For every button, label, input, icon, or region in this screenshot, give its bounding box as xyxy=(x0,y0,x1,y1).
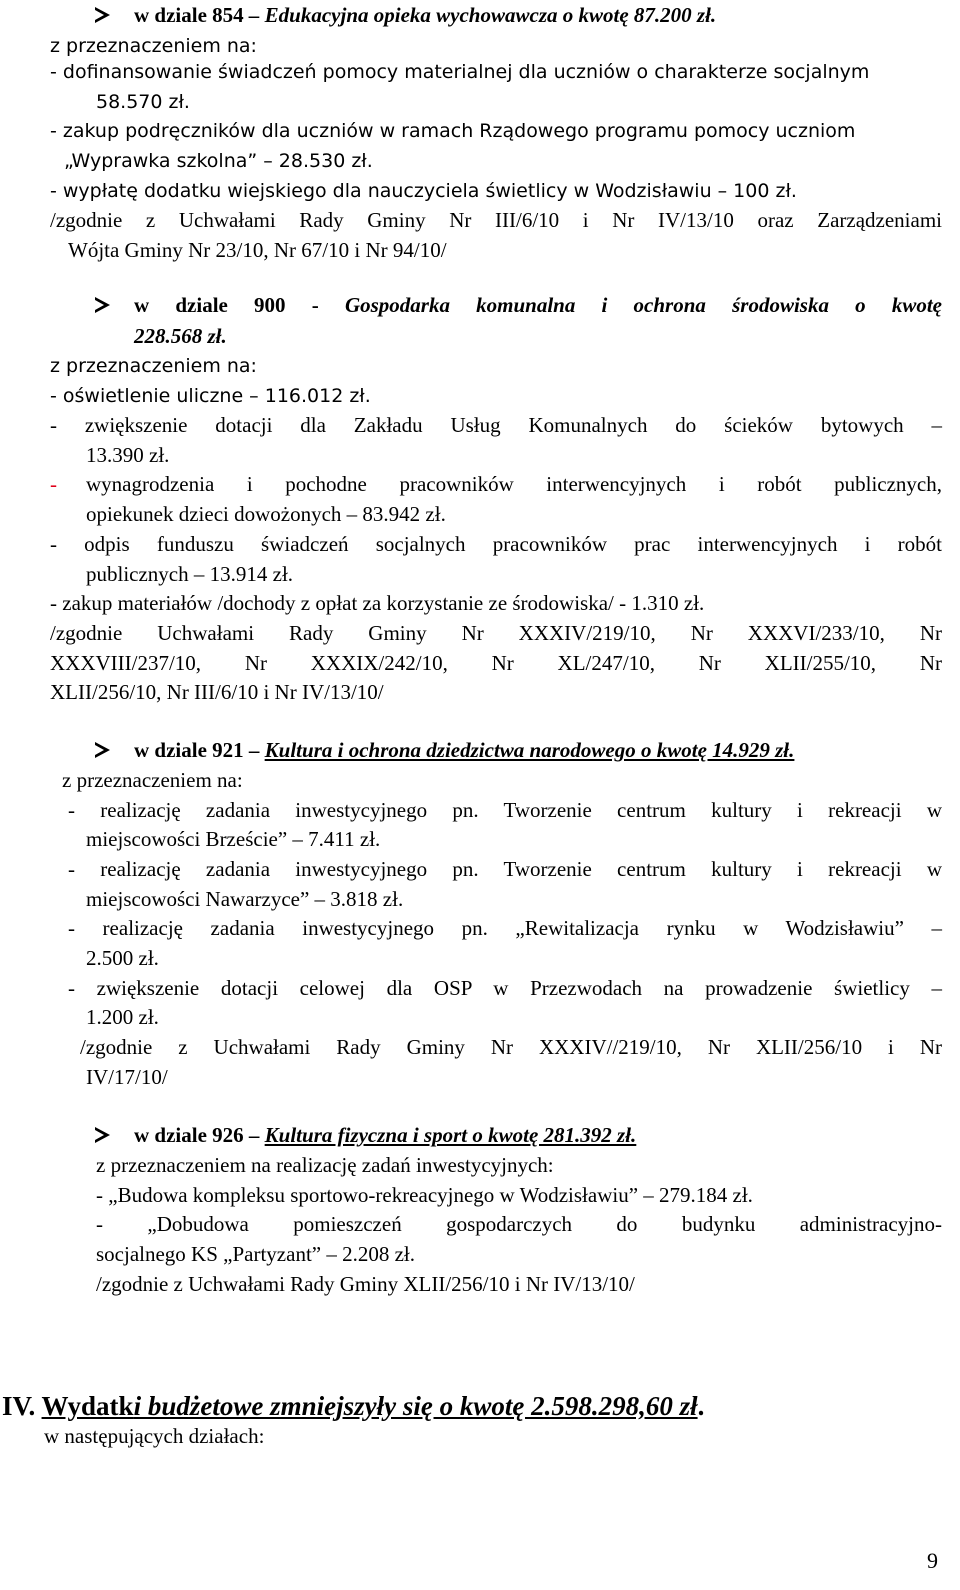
section-854-title: – Edukacyjna opieka wychowawcza o kwotę 87.200 zł. xyxy=(248,3,717,27)
section-926-label: w dziale 926 – xyxy=(134,1123,260,1147)
section-921-purpose: z przeznaczeniem na: xyxy=(62,768,243,792)
section-854-reference-cont: Wójta Gminy Nr 23/10, Nr 67/10 i Nr 94/10/ xyxy=(68,238,447,262)
bullet-arrow-icon xyxy=(95,7,110,23)
section-854-item-3: - wypłatę dodatku wiejskiego dla nauczyciela świetlicy w Wodzisławiu – 100 zł. xyxy=(50,180,797,202)
section-iv-subtitle: w następujących działach: xyxy=(44,1424,265,1448)
section-926-item-2: - „Dobudowa pomieszczeń gospodarczych do budynku administracyjno- xyxy=(96,1212,942,1236)
section-900-amount: 228.568 zł. xyxy=(134,324,227,348)
section-900-reference-end: XLII/256/10, Nr III/6/10 i Nr IV/13/10/ xyxy=(50,680,384,704)
section-iv-title-italic: i budżetowe zmniejszyły się o kwotę 2.598.298,60 zł xyxy=(133,1391,698,1421)
section-854-reference: /zgodnie z Uchwałami Rady Gminy Nr III/6/10 i Nr IV/13/10 oraz Zarządzeniami xyxy=(50,208,942,232)
section-921-label: w dziale 921 – xyxy=(134,738,260,762)
section-854-item-1: - dofinansowanie świadczeń pomocy materialnej dla uczniów o charakterze socjalnym xyxy=(50,61,870,83)
section-900-purpose: z przeznaczeniem na: xyxy=(50,355,257,377)
section-iv-title xyxy=(42,1391,698,1421)
section-900-item-1: - oświetlenie uliczne – 116.012 zł. xyxy=(50,385,371,407)
section-921-item-2-cont: miejscowości Nawarzyce” – 3.818 zł. xyxy=(86,887,404,911)
section-926-reference: /zgodnie z Uchwałami Rady Gminy XLII/256/10 i Nr IV/13/10/ xyxy=(96,1272,635,1296)
section-921-item-3-cont: 2.500 zł. xyxy=(86,946,159,970)
section-854-heading xyxy=(134,2,716,28)
section-iv-title-end: . xyxy=(697,1391,705,1421)
section-900-item-5: - zakup materiałów /dochody z opłat za korzystanie ze środowiska/ - 1.310 zł. xyxy=(50,591,705,615)
page-number: 9 xyxy=(927,1548,938,1573)
bullet-arrow-icon xyxy=(95,742,110,758)
section-921-item-4: - zwiększenie dotacji celowej dla OSP w Przezwodach na prowadzenie świetlicy – xyxy=(68,976,942,1000)
section-900-reference-cont: XXXVIII/237/10, Nr XXXIX/242/10, Nr XL/247/10, Nr XLII/255/10, Nr xyxy=(50,651,942,675)
section-921-item-1: - realizację zadania inwestycyjnego pn. Tworzenie centrum kultury i rekreacji w xyxy=(68,798,942,822)
section-854-label: w dziale 854 xyxy=(134,3,244,27)
section-921-item-2: - realizację zadania inwestycyjnego pn. Tworzenie centrum kultury i rekreacji w xyxy=(68,857,942,881)
section-921-title: Kultura i ochrona dziedzictwa narodowego o kwotę 14.929 zł. xyxy=(264,738,795,762)
section-900-heading xyxy=(134,292,942,318)
section-900-item-2: - zwiększenie dotacji dla Zakładu Usług Komunalnych do ścieków bytowych – xyxy=(50,413,942,437)
section-921-item-3: - realizację zadania inwestycyjnego pn. „Rewitalizacja rynku w Wodzisławiu” – xyxy=(68,916,942,940)
section-900-item-3: wynagrodzenia i pochodne pracowników interwencyjnych i robót publicznych, xyxy=(86,472,942,496)
section-900-item-4-cont: publicznych – 13.914 zł. xyxy=(86,562,294,586)
section-iv-heading xyxy=(2,1390,704,1422)
section-854-item-2: - zakup podręczników dla uczniów w ramach Rządowego programu pomocy uczniom xyxy=(50,120,856,142)
section-921-reference-cont: IV/17/10/ xyxy=(86,1065,168,1089)
section-854-item-2-cont: „Wyprawka szkolna” – 28.530 zł. xyxy=(64,150,373,172)
section-921-item-1-cont: miejscowości Brzeście” – 7.411 zł. xyxy=(86,827,381,851)
section-926-item-1: - „Budowa kompleksu sportowo-rekreacyjnego w Wodzisławiu” – 279.184 zł. xyxy=(96,1183,753,1207)
section-iv-title-plain: Wydatk xyxy=(41,1391,134,1421)
bullet-arrow-icon xyxy=(95,297,110,313)
section-926-title: Kultura fizyczna i sport o kwotę 281.392 zł. xyxy=(264,1123,637,1147)
bullet-arrow-icon xyxy=(95,1127,110,1143)
section-926-item-2-cont: socjalnego KS „Partyzant” – 2.208 zł. xyxy=(96,1242,415,1266)
section-854-purpose: z przeznaczeniem na: xyxy=(50,35,257,57)
section-900-item-2-cont: 13.390 zł. xyxy=(86,443,170,467)
section-926-heading xyxy=(134,1122,636,1148)
section-iv-number: IV. xyxy=(2,1391,36,1421)
section-900-item-4: - odpis funduszu świadczeń socjalnych pracowników prac interwencyjnych i robót xyxy=(50,532,942,556)
section-900-label: w dziale 900 - xyxy=(134,293,319,317)
section-921-heading xyxy=(134,737,794,763)
section-900-title: Gospodarka komunalna i ochrona środowiska o kwotę xyxy=(344,293,943,317)
section-926-purpose: z przeznaczeniem na realizację zadań inwestycyjnych: xyxy=(96,1153,554,1177)
section-921-reference: /zgodnie z Uchwałami Rady Gminy Nr XXXIV//219/10, Nr XLII/256/10 i Nr xyxy=(80,1035,942,1059)
section-854-item-1-cont: 58.570 zł. xyxy=(96,91,190,113)
section-921-item-4-cont: 1.200 zł. xyxy=(86,1005,159,1029)
section-900-item-3-cont: opiekunek dzieci dowożonych – 83.942 zł. xyxy=(86,502,446,526)
section-900-item-3-dash: - xyxy=(50,472,57,496)
section-900-reference: /zgodnie Uchwałami Rady Gminy Nr XXXIV/219/10, Nr XXXVI/233/10, Nr xyxy=(50,621,942,645)
